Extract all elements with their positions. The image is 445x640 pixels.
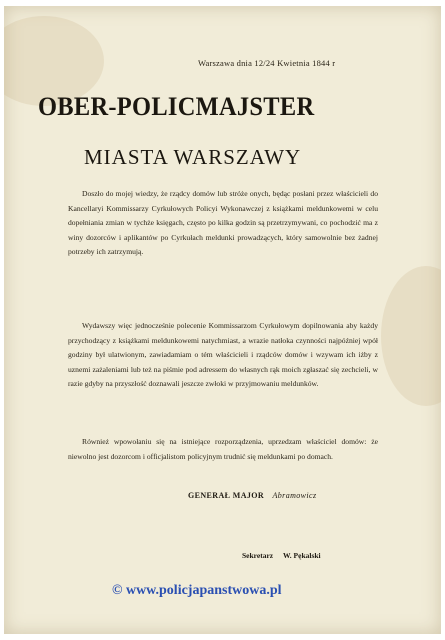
secretary-label: Sekretarz bbox=[242, 551, 274, 560]
paragraph-2: Wydawszy więc jednocześnie polecenie Kommissarzom Cyrkułowym dopilnowania aby każdy przychodzący z książkami meldunkowemi natychmiast, a wrazie natłoka czynności najpóźniej wpół godziny był ulatwionym, zawiadamiam o tém właścicieli i rządców domów i wzywam ich iżby z uznemi zażaleniami lub też na piśmie pod adressem do własnych rąk moich zgłaszać się zechcieli, w razie gdyby na przyszłość doznawali jeszcze zwłoki w przyjmowaniu meldunków. bbox=[68, 321, 378, 389]
document-sheet bbox=[4, 6, 441, 634]
watermark-text: © www.policjapanstwowa.pl bbox=[112, 583, 282, 598]
document-subtitle: MIASTA WARSZAWY bbox=[84, 145, 302, 169]
secretary-block bbox=[242, 551, 321, 560]
signature-rank: GENERAŁ MAJOR bbox=[188, 491, 265, 500]
signature-block bbox=[188, 491, 317, 500]
signature-name: Abramowicz bbox=[272, 491, 317, 500]
paper-stain bbox=[381, 266, 441, 406]
paragraph-3: Również wpowołaniu się na istniejące rozporządzenia, uprzedzam właściciel domów: że niewolno jest dozorcom i officjalistom policyjnym trudnić się meldunkami po domach. bbox=[68, 437, 378, 461]
date-line: Warszawa dnia 12/24 Kwietnia 1844 r bbox=[198, 58, 336, 68]
paragraph-1: Doszło do mojej wiedzy, że rządcy domów lub stróże onych, będąc posłani przez właścicieli do Kancellaryi Kommissarzy Cyrkułowych Policyi Wykonawczej z książkami meldunkowemi w celu dopełniania zmian w tychże księgach, często po kilka godzin są przetrzymywani, co pochodzić ma z winy dozorców i aplikantów po Cyrkułach meldunki prowadzących, który samowolnie bez żadnej potrzeby ich zatrzymują. bbox=[68, 189, 378, 257]
document-title: OBER-POLICMAJSTER bbox=[38, 92, 315, 121]
secretary-name: W. Pękalski bbox=[282, 551, 321, 560]
